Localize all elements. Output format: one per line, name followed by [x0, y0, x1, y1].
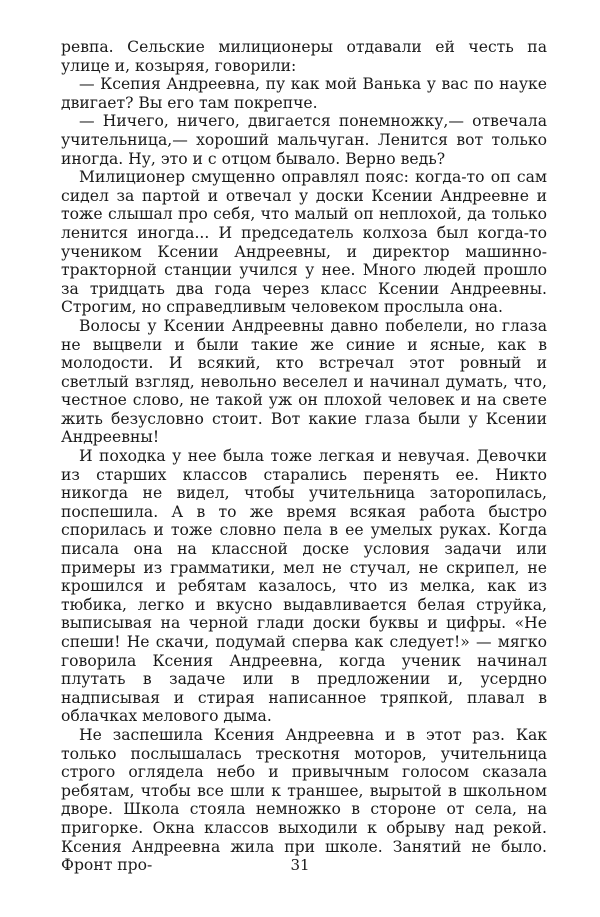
page-number: 31 [290, 856, 310, 874]
paragraph-4: Милиционер смущенно оправлял пояс: когда-то оп сам сидел за партой и отвечал у доски Ксении Андреевне и тоже слышал про себя, что малый оп неплохой, да только ленится иногда... И председатель колхоза был когда-то учеником Ксении Андреевны, и директор машинно-тракторной станции учился у нее. Много людей прошло за тридцать два года через класс Ксении Андреевны. Строгим, но справедливым человеком прослыла она. [61, 168, 547, 317]
page-text [61, 38, 547, 888]
paragraph-7: Не заспешила Ксения Андреевна и в этот раз. Как только послышалась трескотня моторов, учительница строго оглядела небо и привычным голосом сказала ребятам, чтобы все шли к траншее, вырытой в школьном дворе. Школа стояла немножко в стороне от села, на пригорке. Окна классов выходили к обрыву над рекой. Ксения Андреевна жила при школе. Занятий не было. Фронт про- [61, 725, 547, 875]
paragraph-5: Волосы у Ксении Андреевны давно побелели, но глаза не выцвели и были такие же синие и ясные, как в молодости. И всякий, кто встречал этот ровный и светлый взгляд, невольно веселел и начинал думать, что, честное слово, не такой уж он плохой человек и на свете жить безусловно стоит. Вот какие глаза были у Ксении Андреевны! [61, 316, 547, 447]
paragraph-3: — Ничего, ничего, двигается понемножку,— отвечала учительница,— хороший мальчуган. Ленится вот только иногда. Ну, это и с отцом бывало. Верно ведь? [61, 112, 547, 168]
paragraph-6: И походка у нее была тоже легкая и невучая. Девочки из старших классов старались перенять ее. Никто никогда не видел, чтобы учительница заторопилась, поспешила. А в то же время всякая работа быстро спорилась и тоже словно пела в ее умелых руках. Когда писала она на классной доске условия задачи или примеры из грамматики, мел не стучал, не скрипел, не крошился и ребятам казалось, что из мелка, как из тюбика, легко и вкусно выдавливается белая струйка, выписывая на черной глади доски буквы и цифры. «Не спеши! Не скачи, подумай сперва как следует!» — мягко говорила Ксения Андреевна, когда ученик начинал плутать в задаче или в предложении и, усердно надписывая и стирая написанное тряпкой, плавал в облачках мелового дыма. [61, 447, 547, 726]
paragraph-1: ревпа. Сельские милиционеры отдавали ей честь па улице и, козыряя, говорили: [61, 38, 547, 75]
paragraph-2: — Ксепия Андреевна, пу как мой Ванька у вас по науке двигает? Вы его там покрепче. [61, 75, 547, 112]
